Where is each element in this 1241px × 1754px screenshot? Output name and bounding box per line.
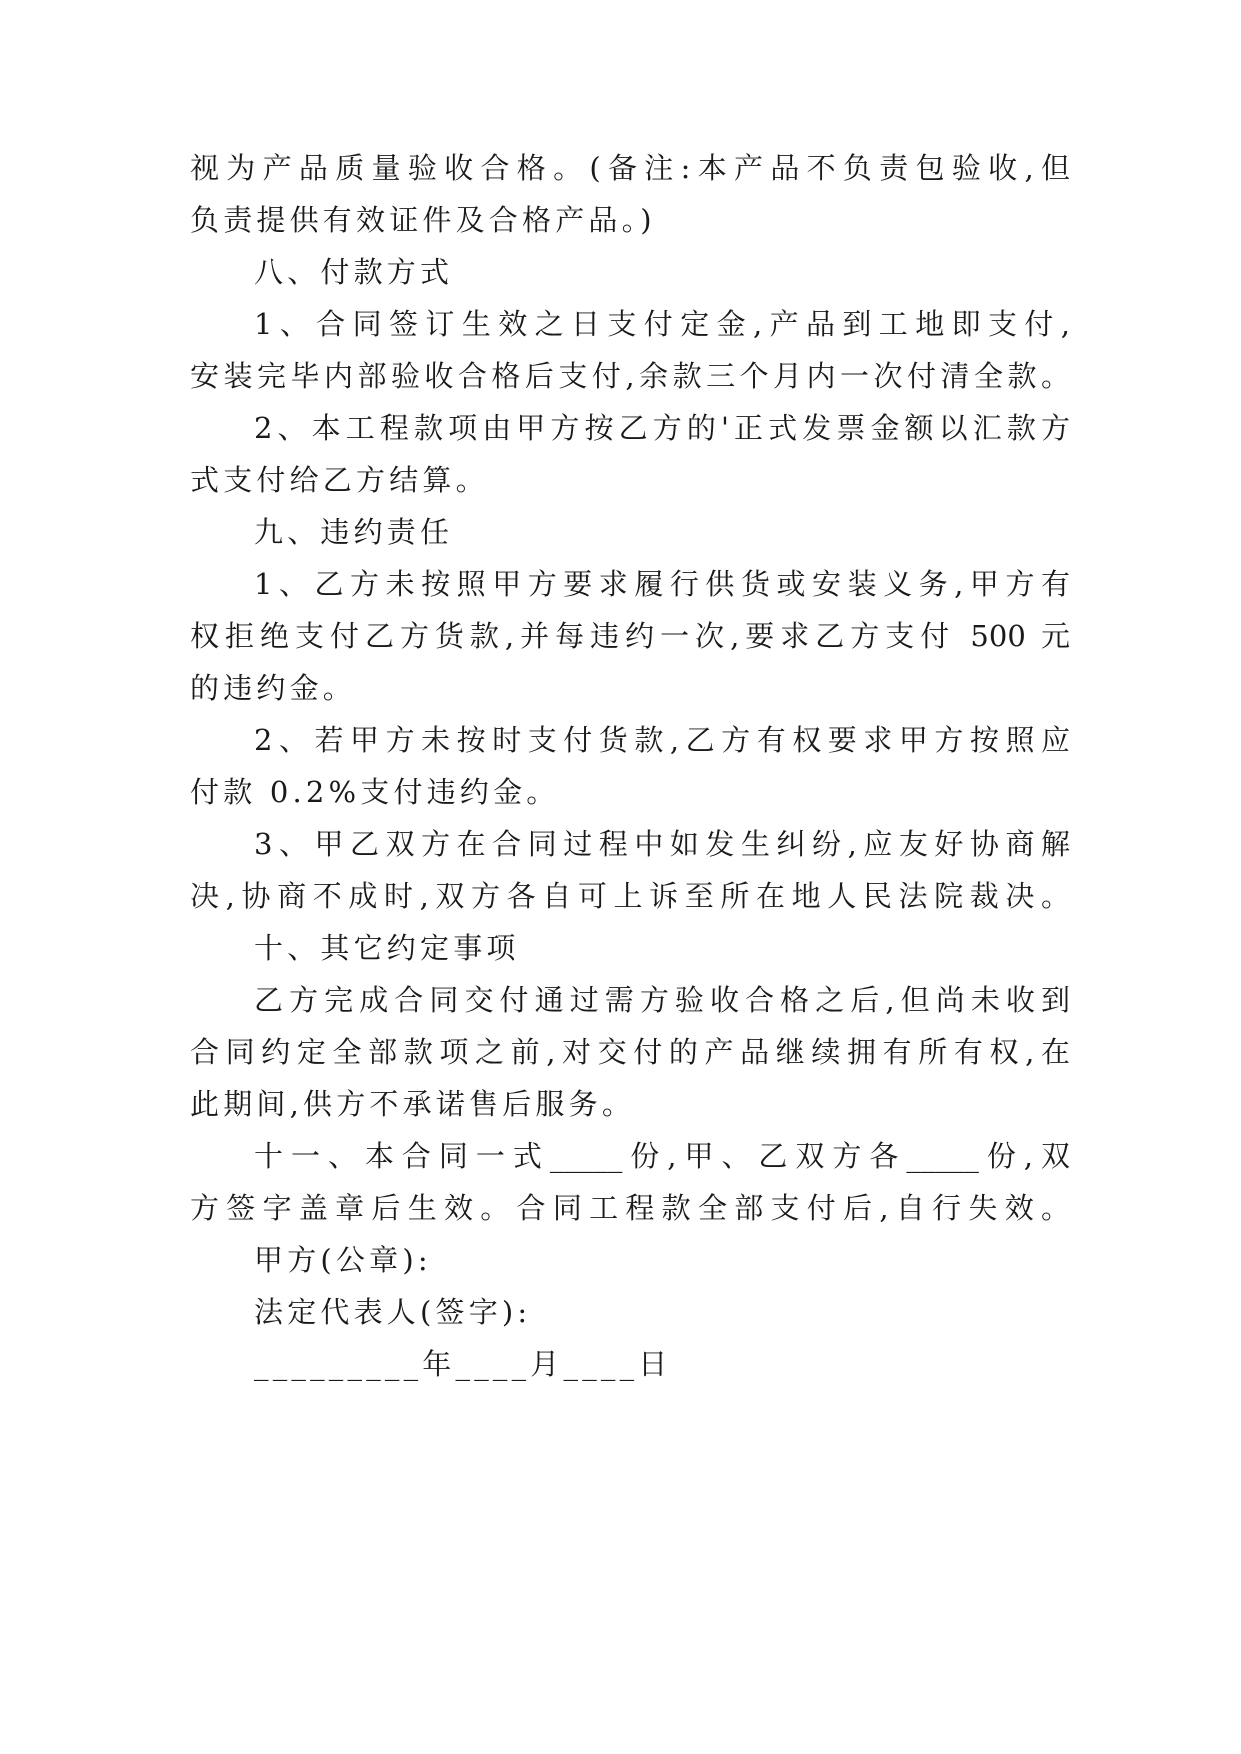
body-text-line: 2、本工程款项由甲方按乙方的'正式发票金额以汇款方 xyxy=(254,411,1070,445)
body-text-line: 决,协商不成时,双方各自可上诉至所在地人民法院裁决。 xyxy=(190,879,1070,913)
legal-representative-label: 法定代表人(签字): xyxy=(254,1295,532,1329)
body-text-line: 乙方完成合同交付通过需方验收合格之后,但尚未收到 xyxy=(254,983,1070,1017)
body-text-line: 3、甲乙双方在合同过程中如发生纠纷,应友好协商解 xyxy=(254,827,1070,861)
body-text-line: 负责提供有效证件及合格产品。) xyxy=(190,203,656,237)
body-text-line: 视为产品质量验收合格。(备注:本产品不负责包验收,但 xyxy=(190,151,1070,185)
body-text-line: 权拒绝支付乙方货款,并每违约一次,要求乙方支付 500 元 xyxy=(190,619,1070,653)
section-heading: 九、违约责任 xyxy=(254,515,454,549)
section-heading: 十、其它约定事项 xyxy=(254,931,520,965)
body-text-line: 此期间,供方不承诺售后服务。 xyxy=(190,1087,636,1121)
body-text-line: 合同约定全部款项之前,对交付的产品继续拥有所有权,在 xyxy=(190,1035,1070,1069)
date-line: _________年____月____日 xyxy=(254,1347,672,1381)
party-a-seal-label: 甲方(公章): xyxy=(254,1243,432,1277)
body-text-line: 式支付给乙方结算。 xyxy=(190,463,489,497)
body-text-line: 2、若甲方未按时支付货款,乙方有权要求甲方按照应 xyxy=(254,723,1070,757)
body-text-line: 的违约金。 xyxy=(190,671,357,705)
section-heading: 八、付款方式 xyxy=(254,255,454,289)
body-text-line: 付款 0.2%支付违约金。 xyxy=(190,775,560,809)
body-text-line: 1、合同签订生效之日支付定金,产品到工地即支付, xyxy=(254,307,1070,341)
body-text-line: 1、乙方未按照甲方要求履行供货或安装义务,甲方有 xyxy=(254,567,1070,601)
body-text-line: 十一、本合同一式_____份,甲、乙双方各_____份,双 xyxy=(254,1139,1070,1173)
body-text-line: 安装完毕内部验收合格后支付,余款三个月内一次付清全款。 xyxy=(190,359,1070,393)
body-text-line: 方签字盖章后生效。合同工程款全部支付后,自行失效。 xyxy=(190,1191,1070,1225)
